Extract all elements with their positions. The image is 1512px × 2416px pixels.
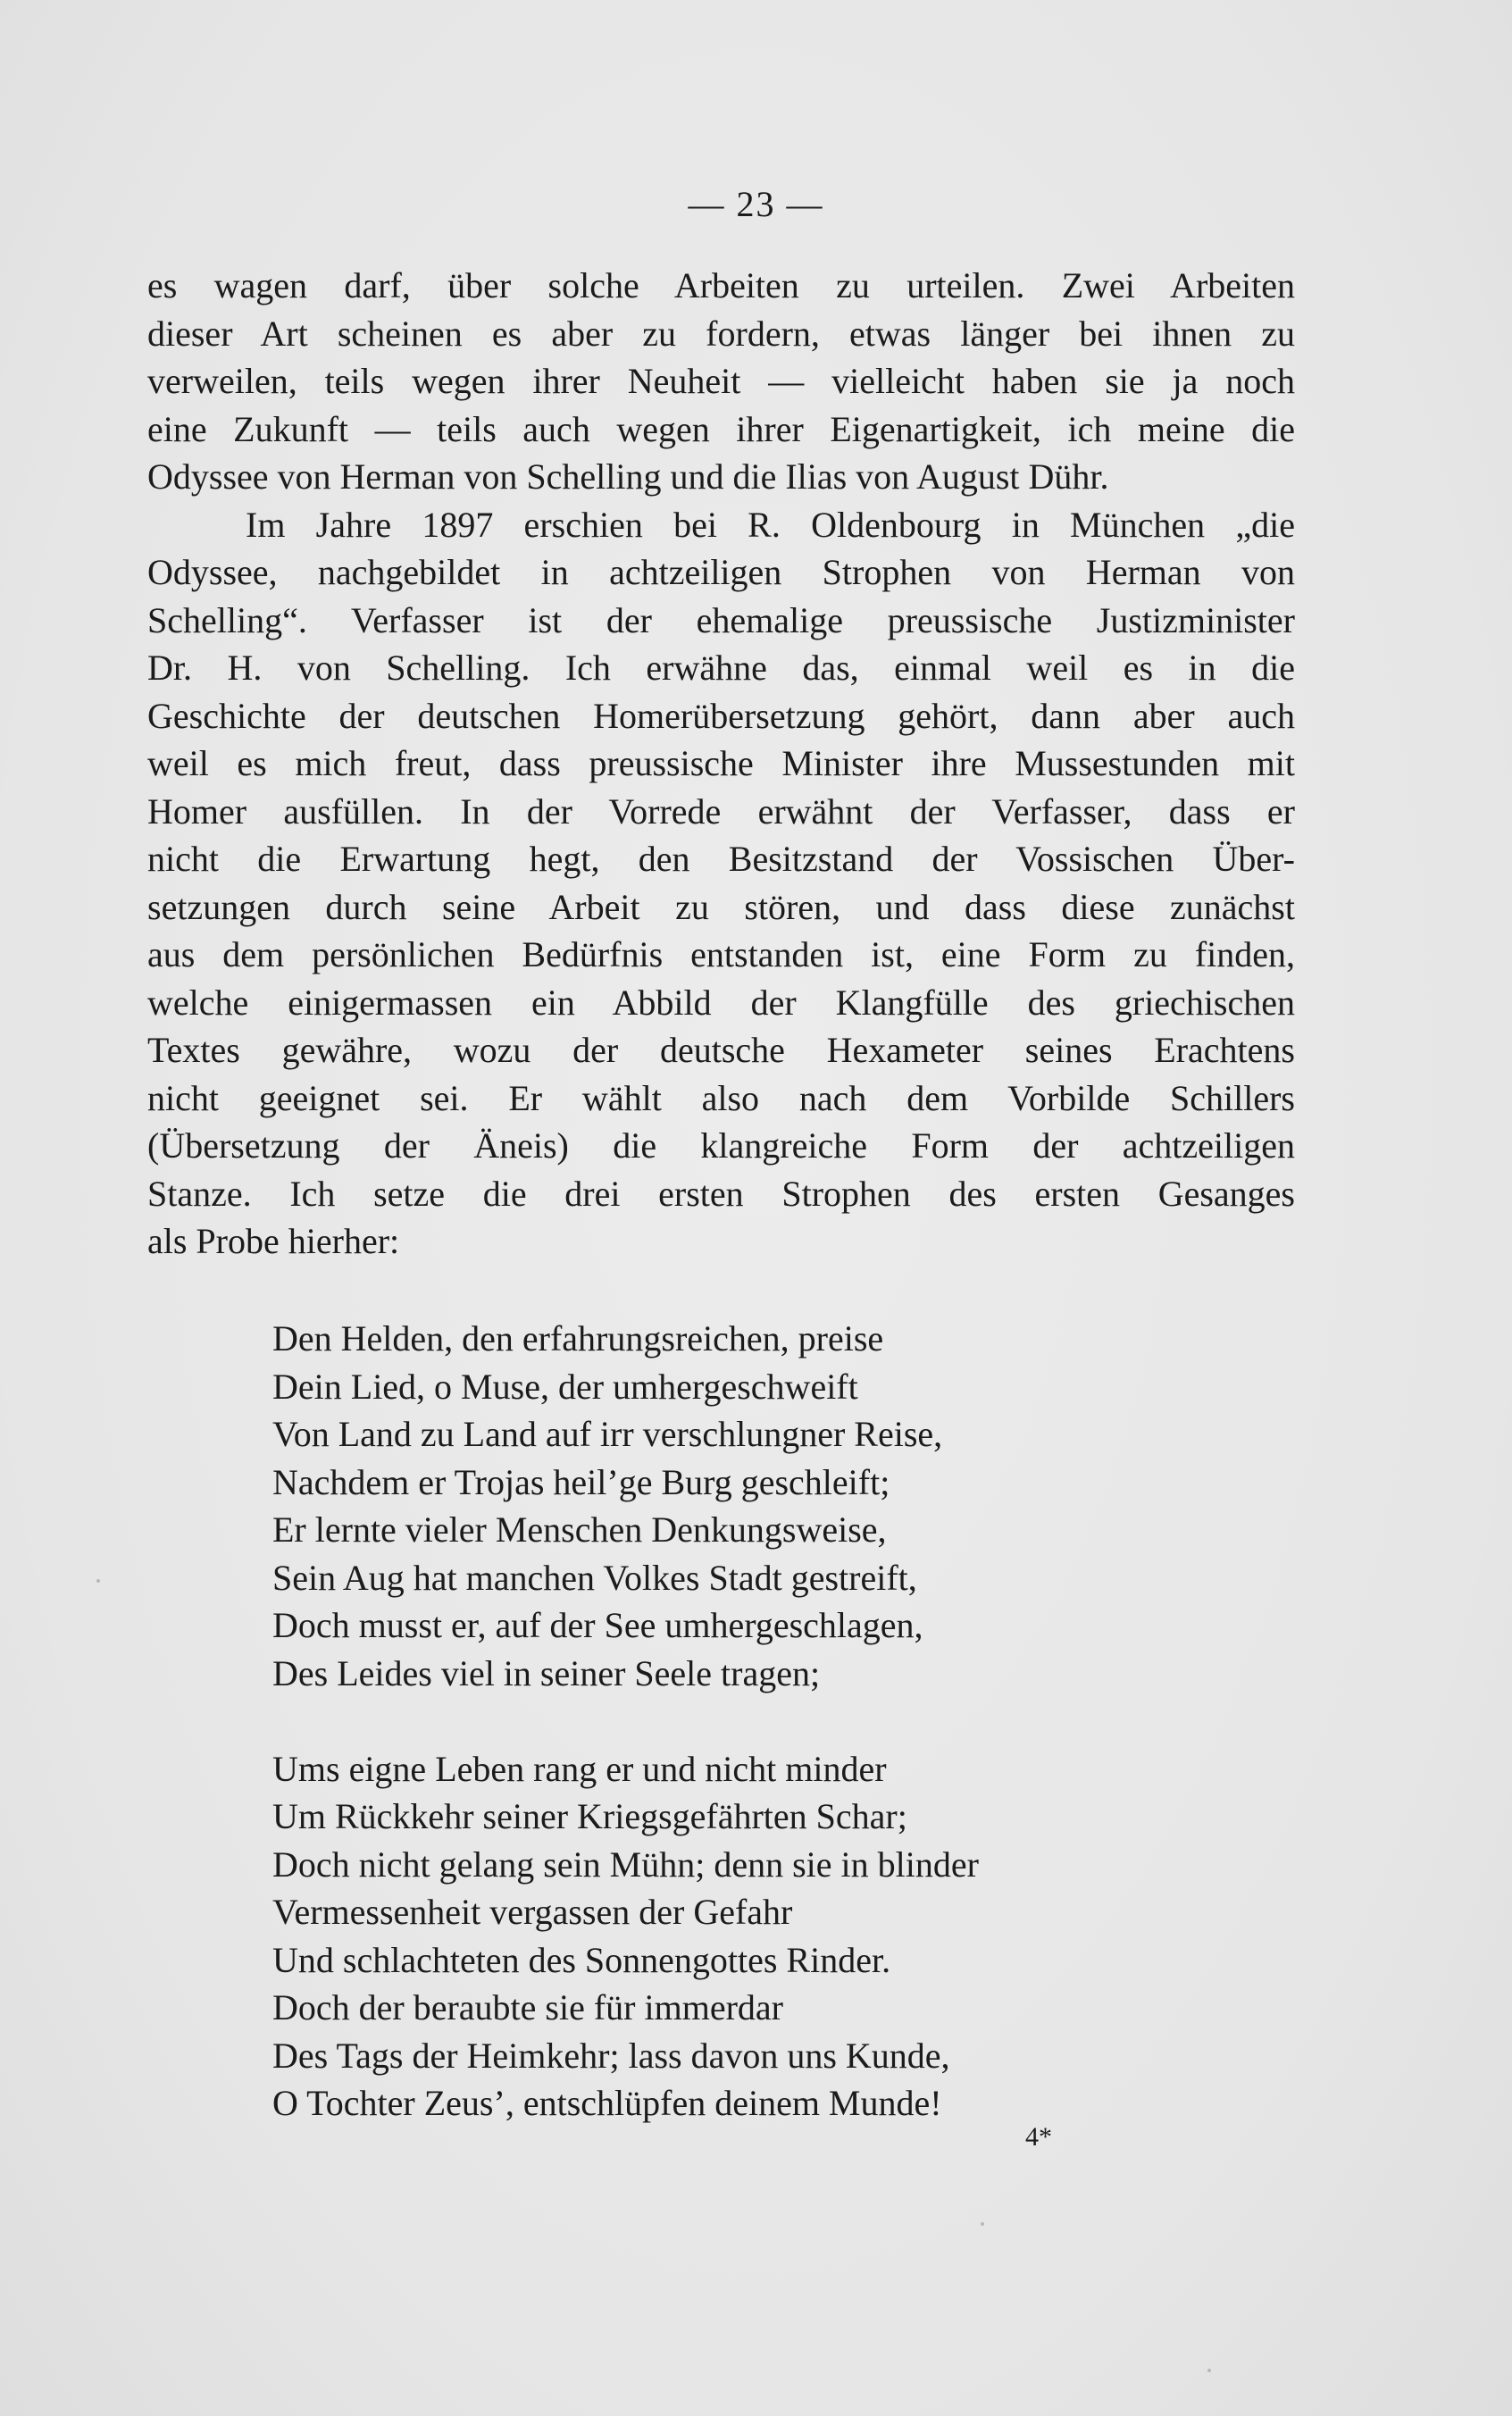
signature-mark: 4* (1025, 2122, 1052, 2152)
prose-line: Textes gewähre, wozu der deutsche Hexameter seines Erachtens (147, 1030, 1295, 1070)
prose-line: Dr. H. von Schelling. Ich erwähne das, einmal weil es in die (147, 648, 1295, 688)
paper-speck (96, 1579, 100, 1583)
prose-line: Homer ausfüllen. In der Vorrede erwähnt der Verfasser, dass er (147, 790, 1295, 832)
prose-line: verweilen, teils wegen ihrer Neuheit — vielleicht haben sie ja noch (147, 361, 1295, 401)
prose-paragraphs (147, 262, 1295, 1266)
prose-line: Im Jahre 1897 erschien bei R. Oldenbourg in München „die (246, 504, 1295, 545)
prose-line: Odyssee von Herman von Schelling und die Ilias von August Dühr. (147, 456, 1109, 497)
paper-speck (981, 2222, 984, 2226)
prose-line: eine Zukunft — teils auch wegen ihrer Eigenartigkeit, ich meine die (147, 408, 1295, 449)
prose-line: aus dem persönlichen Bedürfnis entstanden ist, eine Form zu finden, (147, 934, 1295, 974)
prose-line: (Übersetzung der Äneis) die klangreiche Form der achtzeiligen (147, 1125, 1295, 1166)
prose-line: Geschichte der deutschen Homerübersetzung gehört, dann aber auch (147, 695, 1295, 736)
verse-line: Doch der beraubte sie für immerdar (272, 1987, 783, 2027)
verse-line: Und schlachteten des Sonnengottes Rinder. (272, 1939, 891, 1980)
paper-speck (1207, 2369, 1211, 2372)
verse-line: Vermessenheit vergassen der Gefahr (272, 1892, 793, 1932)
verse-line: Doch nicht gelang sein Mühn; denn sie in blinder (272, 1843, 979, 1885)
prose-line: Schelling“. Verfasser ist der ehemalige preussische Justizminister (147, 599, 1295, 640)
prose-line: weil es mich freut, dass preussische Minister ihre Mussestunden mit (147, 743, 1295, 783)
verse-line: Des Tags der Heimkehr; lass davon uns Kunde, (272, 2035, 950, 2076)
prose-line: dieser Art scheinen es aber zu fordern, etwas länger bei ihnen zu (147, 313, 1295, 354)
verse-line: Von Land zu Land auf irr verschlungner Reise, (272, 1414, 943, 1454)
verse-line: Sein Aug hat manchen Volkes Stadt gestreift, (272, 1557, 917, 1598)
verse-line: Den Helden, den erfahrungsreichen, preise (272, 1318, 884, 1358)
prose-line: nicht geeignet sei. Er wählt also nach dem Vorbilde Schillers (147, 1077, 1295, 1118)
verse-line: O Tochter Zeus’, entschlüpfen deinem Munde! (272, 2083, 942, 2123)
verse-line: Er lernte vieler Menschen Denkungsweise, (272, 1509, 887, 1550)
page-number: — 23 — (688, 184, 824, 224)
verse-line: Nachdem er Trojas heil’ge Burg geschleift; (272, 1461, 890, 1502)
prose-line: es wagen darf, über solche Arbeiten zu urteilen. Zwei Arbeiten (147, 265, 1295, 305)
prose-line: welche einigermassen ein Abbild der Klangfülle des griechischen (147, 982, 1295, 1023)
verse-line: Um Rückkehr seiner Kriegsgefährten Schar; (272, 1796, 907, 1836)
verse-line: Des Leides viel in seiner Seele tragen; (272, 1652, 821, 1693)
verse-line: Doch musst er, auf der See umhergeschlagen, (272, 1605, 923, 1645)
prose-line: nicht die Erwartung hegt, den Besitzstand der Vossischen Über- (147, 839, 1295, 879)
verse-quotation (272, 1315, 1165, 2128)
prose-line: Stanze. Ich setze die drei ersten Strophen des ersten Gesanges (147, 1173, 1295, 1214)
prose-line: Odyssee, nachgebildet in achtzeiligen Strophen von Herman von (147, 552, 1295, 592)
verse-line: Ums eigne Leben rang er und nicht minder (272, 1748, 887, 1789)
stanza-2 (272, 1745, 1165, 2128)
prose-line: als Probe hierher: (147, 1221, 400, 1261)
prose-line: setzungen durch seine Arbeit zu stören, und dass diese zunächst (147, 886, 1295, 927)
stanza-1 (272, 1315, 1165, 1697)
verse-line: Dein Lied, o Muse, der umhergeschweift (272, 1366, 858, 1407)
